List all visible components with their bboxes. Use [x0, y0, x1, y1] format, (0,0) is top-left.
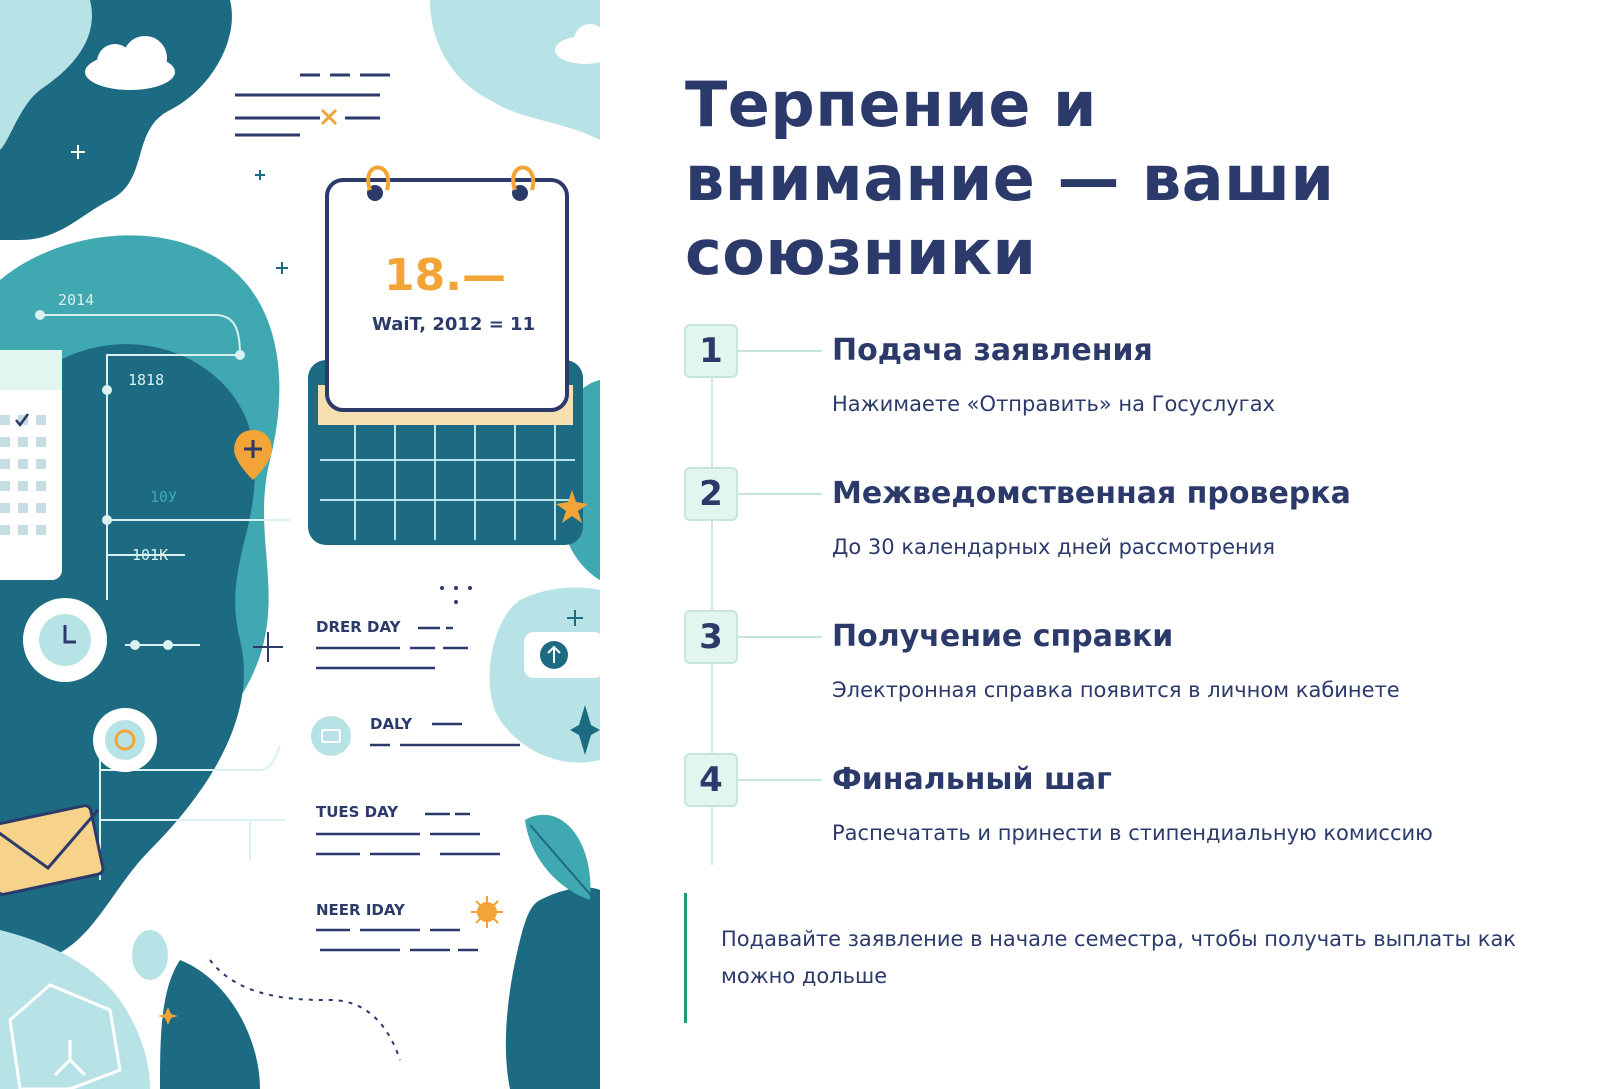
step-description: Распечатать и принести в стипендиальную комиссию [832, 821, 1433, 845]
day-label-4: NEER IDAY [316, 901, 405, 919]
step-description: Электронная справка появится в личном кабинете [832, 678, 1400, 702]
tip-note [684, 893, 1524, 1023]
note-text: Подавайте заявление в начале семестра, чтобы получать выплаты как можно дольше [721, 927, 1516, 988]
blob-top-right [430, 0, 600, 140]
step-4 [684, 753, 1584, 873]
label-2014: 2014 [58, 291, 95, 309]
blob-bottom-dark [160, 960, 260, 1089]
note-accent-bar [684, 893, 687, 1023]
step-description: Нажимаете «Отправить» на Госуслугах [832, 392, 1276, 416]
step-description: До 30 календарных дней рассмотрения [832, 535, 1276, 559]
step-title: Подача заявления [832, 333, 1153, 368]
step-connector [738, 779, 822, 781]
star-icon-small [471, 896, 503, 928]
page-title: Терпение и внимание — ваши союзники [685, 68, 1335, 289]
step-number: 1 [684, 324, 738, 378]
sun-icon [93, 708, 157, 772]
step-title: Межведомственная проверка [832, 476, 1351, 511]
calendar-date: 18.— [384, 250, 506, 301]
list-icon [311, 716, 351, 756]
step-connector [738, 350, 822, 352]
step-3 [684, 610, 1584, 730]
day-label-3: TUES DAY [316, 803, 399, 821]
step-number: 3 [684, 610, 738, 664]
x-mark-icon [322, 110, 336, 124]
content-panel [600, 0, 1600, 1089]
label-101k: 101K [132, 546, 169, 564]
label-1818: 1818 [128, 371, 165, 389]
label-10y: 10У [150, 488, 178, 506]
step-title: Получение справки [832, 619, 1174, 654]
balloon-shape [132, 930, 168, 980]
calendar-text: WaiT, 2012 = 11 [372, 314, 536, 335]
mini-calendar-card [0, 350, 62, 580]
step-2 [684, 467, 1584, 587]
day-label-2: DALY [370, 715, 413, 733]
leaf-icon [525, 815, 595, 900]
day-label-1: DRER DAY [316, 618, 401, 636]
step-connector [738, 636, 822, 638]
dots [440, 586, 472, 604]
illustration-panel [0, 0, 600, 1089]
step-number: 2 [684, 467, 738, 521]
step-title: Финальный шаг [832, 762, 1112, 797]
calendar-icon [308, 168, 583, 546]
arrow-chip-icon [524, 632, 600, 678]
step-connector [738, 493, 822, 495]
step-1 [684, 324, 1584, 444]
planning-illustration [0, 0, 600, 1089]
step-number: 4 [684, 753, 738, 807]
blob-bottom-right [506, 888, 600, 1089]
decorative-lines [235, 75, 390, 135]
clock-icon [23, 598, 107, 682]
